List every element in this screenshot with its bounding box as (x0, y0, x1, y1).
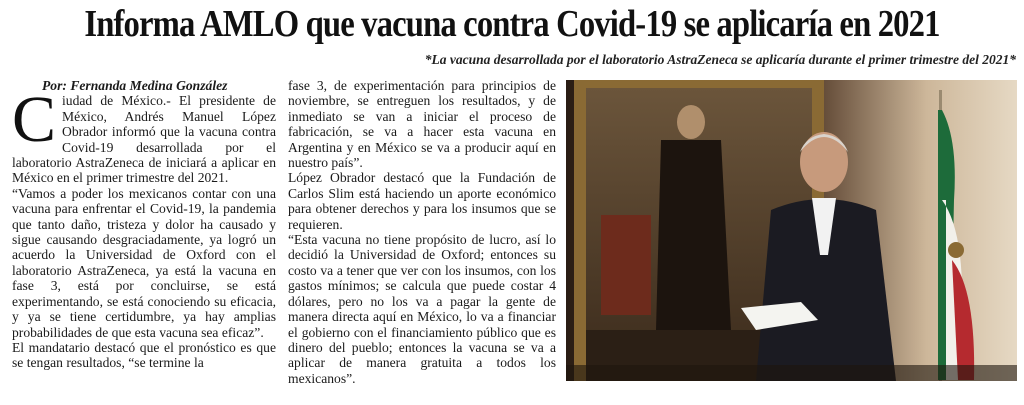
article-column-1 (12, 78, 276, 371)
article-photo (566, 80, 1017, 381)
subheadline: *La vacuna desarrollada por el laboratorio AstraZeneca se aplicaría durante el primer trimestre del 2021* (424, 52, 1016, 67)
painted-table (601, 215, 651, 315)
article-column-2 (288, 78, 556, 386)
flag-emblem (948, 242, 964, 258)
painted-figure-body (656, 140, 731, 330)
headline: Informa AMLO que vacuna contra Covid-19 se aplicaría en 2021 (84, 3, 940, 45)
drop-cap: C (12, 83, 57, 157)
painted-figure-head (677, 105, 705, 139)
floor-shadow (566, 365, 1017, 381)
byline: Por: Fernanda Medina González (42, 78, 228, 93)
paragraph: “Vamos a poder los mexicanos contar con una vacuna para enfrentar el Covid-19, la pandemia que tanto daño, tristeza y dolor ha causado y sigue causando desgraciadamente, ya logró un acuerdo la Universidad de Oxford con el laboratorio AstraZeneca, ya está la vacuna en fase 3, está por concluirse, se está experimentando, se está conociendo su eficacia, y ya se tiene certidumbre, ya hay amplias probabilidades de que esta vacuna sea eficaz”. (12, 185, 276, 340)
paragraph: “Esta vacuna no tiene propósito de lucro, así lo decidió la Universidad de Oxford; entonces su costo va a tener que ver con los insumos, con los gastos mínimos; se calcula que puede costar 4 dólares, pero no los va a pagar la gente de manera directa aquí en México, lo va a financiar el gobierno con el financiamiento público que es dinero del pueblo; entonces la vacuna se va a aplicar de manera gratuita a todos los mexicanos”. (288, 232, 556, 386)
photo-illustration (566, 80, 1017, 381)
paragraph: López Obrador destacó que la Fundación de Carlos Slim está haciendo un aporte económico para obtener derechos y para los insumos que se requieren. (288, 170, 556, 232)
paragraph: fase 3, de experimentación para principios de noviembre, se entreguen los resultados, y de inmediato se van a iniciar el proceso de fabricación, se va a hacer esta vacuna en Argentina y en México se va a producir aquí en nuestro país”. (288, 78, 556, 171)
lead-text: iudad de México.- El presidente de México, Andrés Manuel López Obrador informó que la vacuna contra Covid-19 desarrollada por el laboratorio AstraZeneca de iniciará a aplicar en México en el primer trimestre del 2021. (12, 93, 276, 186)
paragraph: El mandatario destacó que el pronóstico es que se tengan resultados, “se termine la (12, 339, 276, 371)
